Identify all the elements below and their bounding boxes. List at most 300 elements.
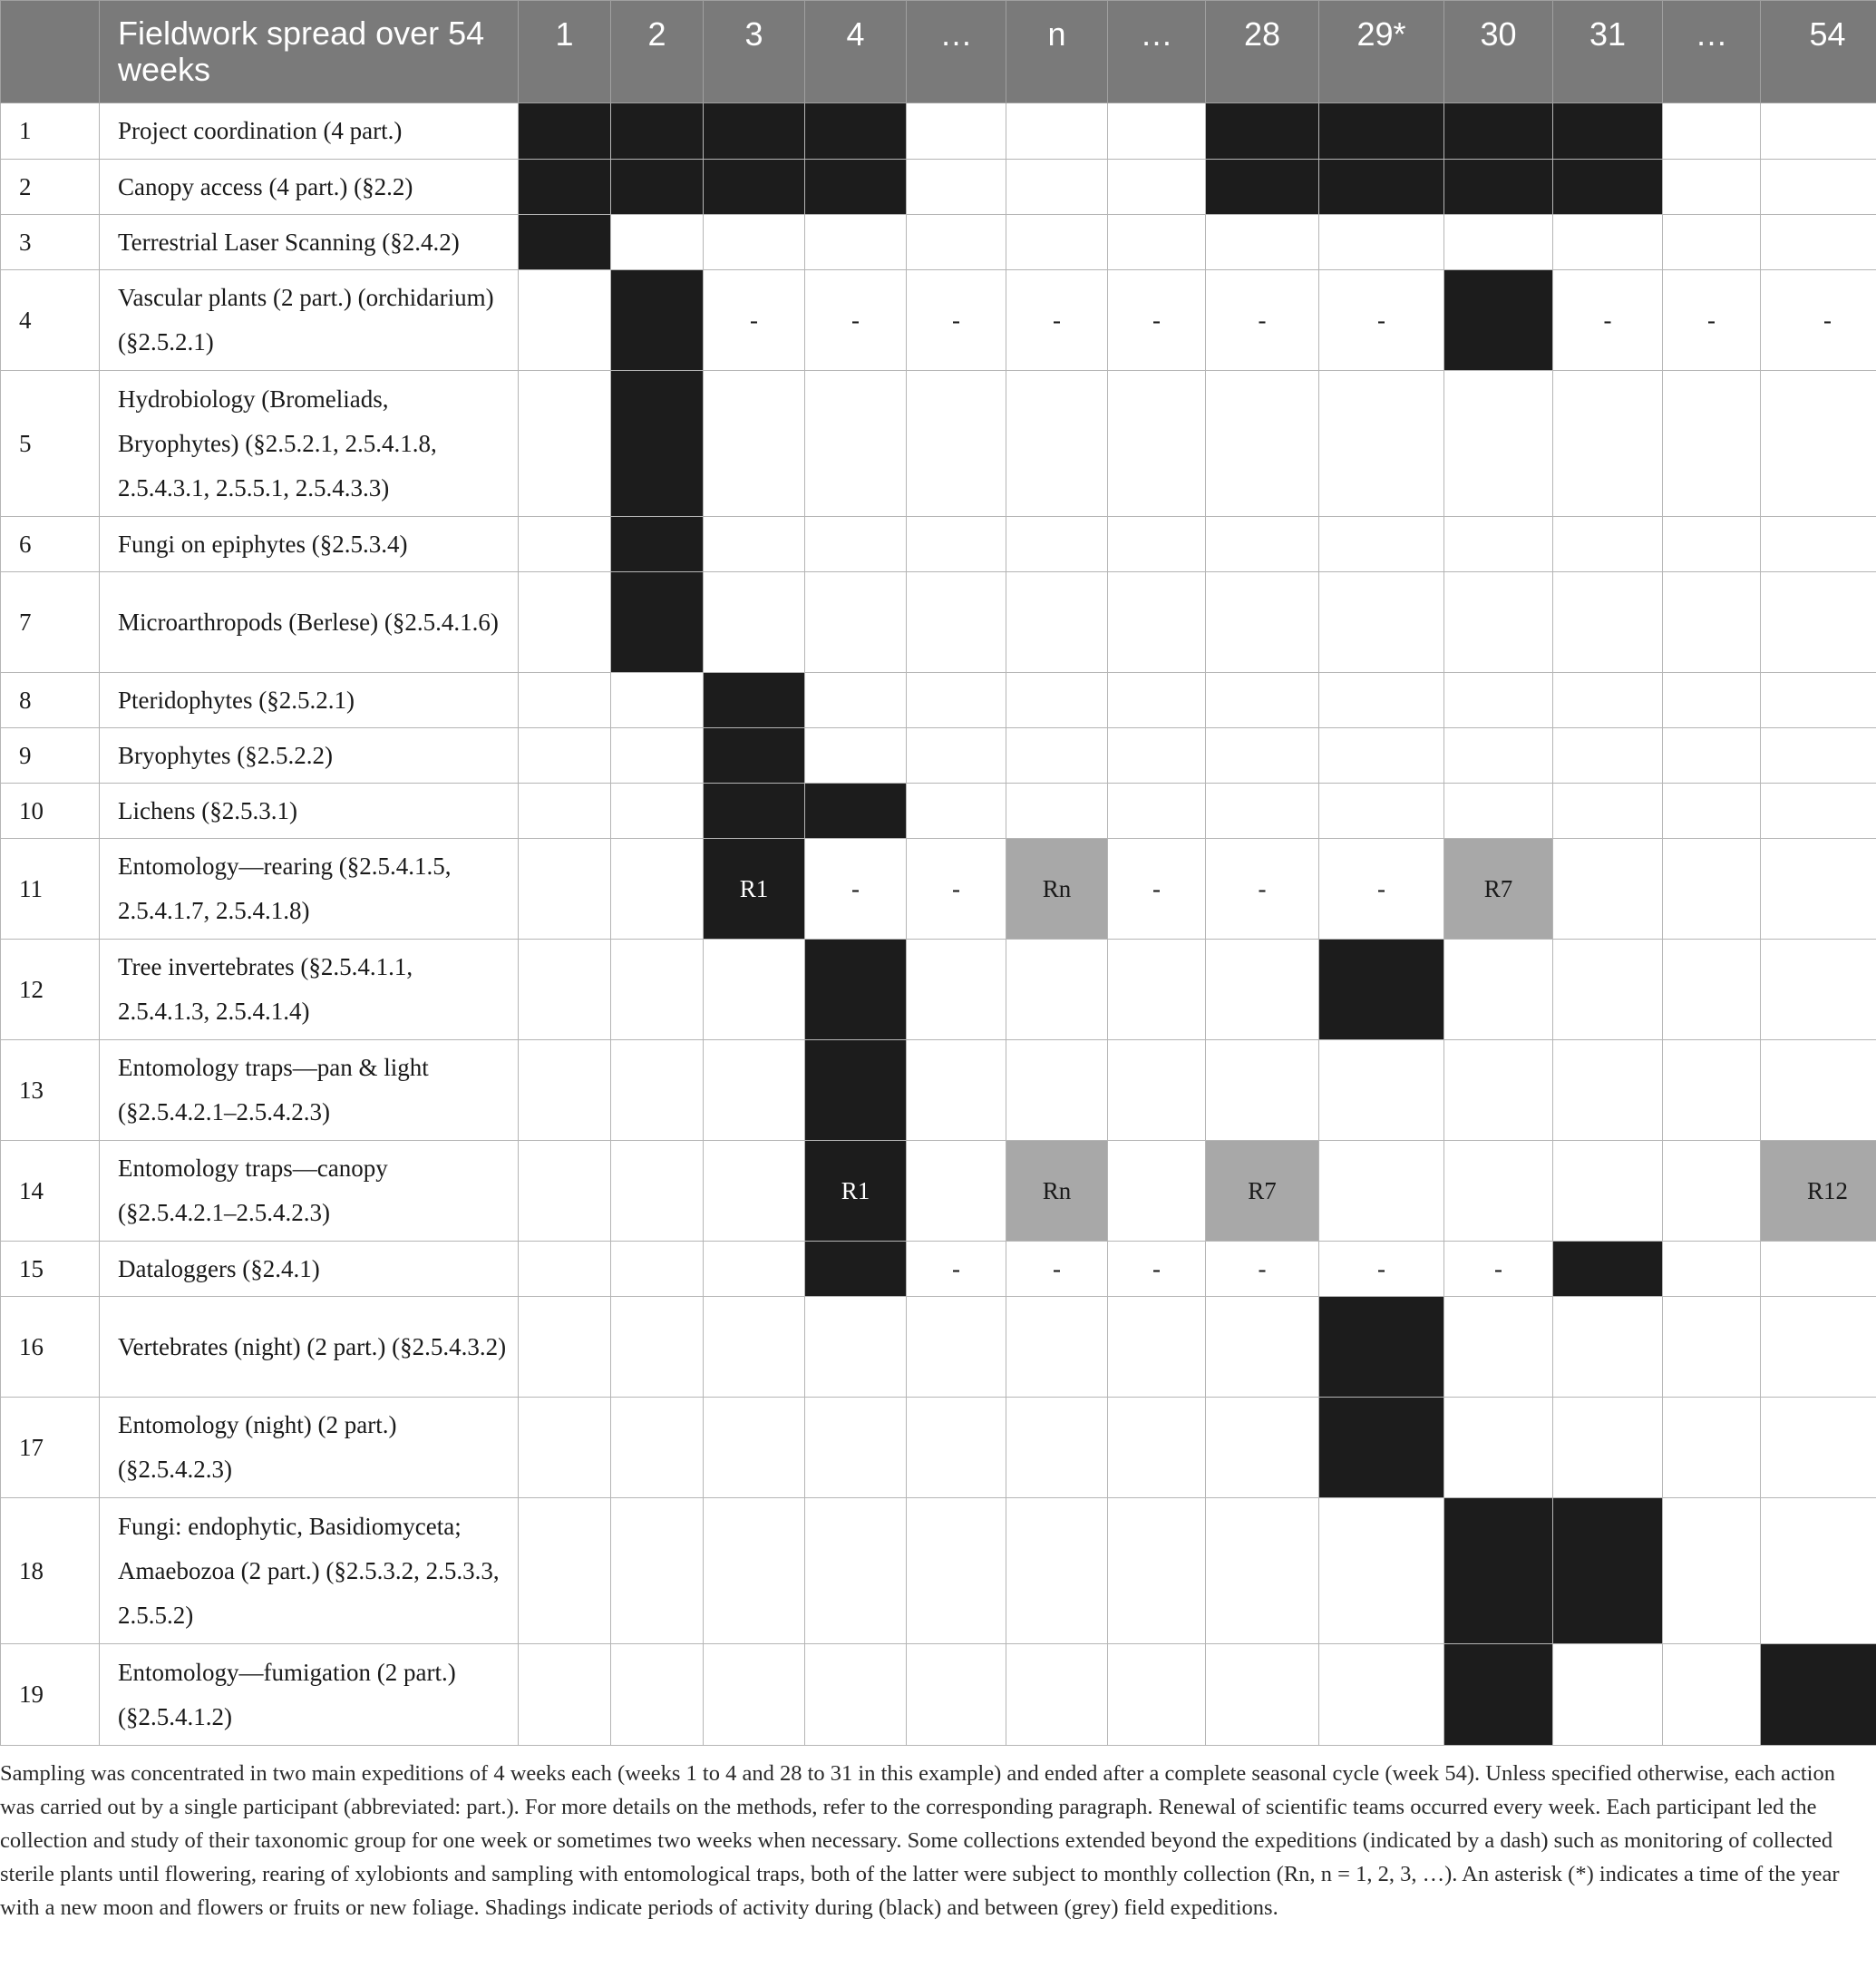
active-cell-between: R7 [1444,839,1553,940]
task-label: Dataloggers (§2.4.1) [100,1242,519,1297]
table-row [1,1398,1876,1498]
schedule-cell [611,1398,704,1498]
schedule-cell [1108,517,1206,572]
schedule-cell [611,1141,704,1242]
table-row [1,517,1876,572]
schedule-cell [1444,517,1553,572]
schedule-cell [805,517,907,572]
active-cell-expedition [611,270,704,371]
schedule-cell [1663,1040,1761,1141]
schedule-cell [611,728,704,784]
active-cell-expedition [1444,160,1553,215]
schedule-cell [1553,940,1663,1040]
schedule-cell [1006,517,1108,572]
schedule-cell [704,1644,805,1746]
schedule-cell [1108,728,1206,784]
schedule-cell [1319,728,1444,784]
schedule-cell [1108,1644,1206,1746]
schedule-cell [1663,839,1761,940]
schedule-cell [1553,673,1663,728]
row-number: 4 [1,270,100,371]
schedule-cell [519,728,611,784]
row-number: 1 [1,103,100,160]
schedule-cell [1761,160,1876,215]
schedule-cell [805,572,907,673]
schedule-cell [611,1297,704,1398]
schedule-cell [1006,1297,1108,1398]
active-cell-expedition [805,1040,907,1141]
active-cell-expedition [704,728,805,784]
active-cell-expedition [1319,103,1444,160]
schedule-cell [611,1644,704,1746]
schedule-cell [1108,160,1206,215]
task-label: Terrestrial Laser Scanning (§2.4.2) [100,215,519,270]
schedule-cell [611,1040,704,1141]
active-cell-between: R7 [1206,1141,1319,1242]
schedule-cell [1761,784,1876,839]
active-cell-expedition [805,160,907,215]
schedule-cell [1761,517,1876,572]
active-cell-expedition [1553,1498,1663,1644]
active-cell-expedition [1444,1644,1553,1746]
schedule-cell [1206,572,1319,673]
table-row [1,1242,1876,1297]
schedule-cell [1108,1398,1206,1498]
schedule-cell [1206,1040,1319,1141]
table-row [1,1040,1876,1141]
schedule-cell [1663,940,1761,1040]
schedule-cell [1553,371,1663,517]
schedule-cell [1761,673,1876,728]
schedule-cell [1319,371,1444,517]
task-label: Canopy access (4 part.) (§2.2) [100,160,519,215]
schedule-cell [1006,371,1108,517]
table-row [1,784,1876,839]
schedule-cell [1319,1040,1444,1141]
active-cell-expedition [1444,270,1553,371]
row-number-header [1,1,100,103]
active-cell-between: Rn [1006,1141,1108,1242]
schedule-cell [1108,572,1206,673]
active-cell-expedition [519,160,611,215]
schedule-cell [519,1297,611,1398]
extension-dash-cell: - [1108,839,1206,940]
schedule-cell [704,1242,805,1297]
table-row [1,1644,1876,1746]
schedule-cell [1206,517,1319,572]
schedule-cell [519,371,611,517]
schedule-cell [1006,1498,1108,1644]
active-cell-expedition [1761,1644,1876,1746]
schedule-cell [1206,728,1319,784]
schedule-cell [519,1141,611,1242]
table-row [1,1297,1876,1398]
extension-dash-cell: - [907,1242,1006,1297]
task-label: Fungi on epiphytes (§2.5.3.4) [100,517,519,572]
schedule-cell [1761,839,1876,940]
active-cell-expedition [611,103,704,160]
active-cell-expedition [805,103,907,160]
schedule-cell [805,673,907,728]
schedule-cell [805,1398,907,1498]
extension-dash-cell: - [805,839,907,940]
schedule-cell [1006,1644,1108,1746]
schedule-cell [1108,940,1206,1040]
active-cell-expedition [611,160,704,215]
schedule-cell [907,1141,1006,1242]
schedule-cell [1006,1040,1108,1141]
table-row [1,270,1876,371]
schedule-cell [1663,1242,1761,1297]
task-label: Entomology—rearing (§2.5.4.1.5, 2.5.4.1.7, 2.5.4.1.8) [100,839,519,940]
active-cell-expedition [1319,1297,1444,1398]
extension-dash-cell: - [907,270,1006,371]
active-cell-expedition [611,572,704,673]
schedule-cell [907,103,1006,160]
row-number: 19 [1,1644,100,1746]
row-number: 12 [1,940,100,1040]
week-header: n [1006,1,1108,103]
active-cell-expedition [704,784,805,839]
schedule-cell [1319,1644,1444,1746]
schedule-body [1,103,1876,1746]
extension-dash-cell: - [1319,839,1444,940]
schedule-cell [1444,1040,1553,1141]
schedule-cell [1663,1644,1761,1746]
extension-dash-cell: - [907,839,1006,940]
active-cell-between: Rn [1006,839,1108,940]
table-row [1,103,1876,160]
schedule-cell [519,784,611,839]
task-label: Vascular plants (2 part.) (orchidarium) (§2.5.2.1) [100,270,519,371]
schedule-cell [1006,673,1108,728]
week-header: 28 [1206,1,1319,103]
active-cell-expedition [1206,160,1319,215]
active-cell-expedition [1206,103,1319,160]
active-cell-expedition [1319,160,1444,215]
extension-dash-cell: - [1761,270,1876,371]
schedule-cell [805,1498,907,1644]
schedule-cell [1206,1644,1319,1746]
active-cell-expedition [805,784,907,839]
table-footnote: Sampling was concentrated in two main expeditions of 4 weeks each (weeks 1 to 4 and 28 to 31 in this example) and ended after a complete seasonal cycle (week 54). Unless specified otherwise, each action was carried out by a single participant (abbreviated: part.). For more details on the methods, refer to the corresponding paragraph. Renewal of scientific teams occurred every week. Each participant led the collection and study of their taxonomic group for one week or sometimes two weeks when necessary. Some collections extended beyond the expeditions (indicated by a dash) such as monitoring of collected sterile plants until flowering, rearing of xylobionts and sampling with entomological traps, both of the latter were subject to monthly collection (Rn, n = 1, 2, 3, …). An asterisk (*) indicates a time of the year with a new moon and flowers or fruits or new foliage. Shadings indicate periods of activity during (black) and between (grey) field expeditions. [0,1761,1840,1920]
schedule-cell [1006,1398,1108,1498]
schedule-cell [704,940,805,1040]
schedule-cell [1206,673,1319,728]
schedule-cell [1553,572,1663,673]
schedule-cell [1006,784,1108,839]
schedule-cell [1108,1498,1206,1644]
task-label: Entomology traps—canopy (§2.5.4.2.1–2.5.4.2.3) [100,1141,519,1242]
schedule-cell [1553,215,1663,270]
row-number: 7 [1,572,100,673]
schedule-cell [1108,1297,1206,1398]
task-label: Microarthropods (Berlese) (§2.5.4.1.6) [100,572,519,673]
schedule-cell [805,1297,907,1398]
schedule-cell [907,1297,1006,1398]
table-row [1,728,1876,784]
schedule-cell [1206,215,1319,270]
week-header: … [907,1,1006,103]
schedule-cell [1761,215,1876,270]
schedule-cell [1553,517,1663,572]
active-cell-expedition [1553,160,1663,215]
schedule-cell [1663,1498,1761,1644]
row-number: 9 [1,728,100,784]
week-header: 2 [611,1,704,103]
extension-dash-cell: - [1108,270,1206,371]
schedule-cell [1663,1297,1761,1398]
week-header: 29* [1319,1,1444,103]
task-label: Project coordination (4 part.) [100,103,519,160]
week-header: 4 [805,1,907,103]
schedule-cell [1006,572,1108,673]
row-number: 6 [1,517,100,572]
schedule-cell [519,1040,611,1141]
week-header: 54 [1761,1,1876,103]
active-cell-expedition [805,940,907,1040]
schedule-cell [1108,1141,1206,1242]
schedule-cell [1006,103,1108,160]
table-title-header: Fieldwork spread over 54 weeks [100,1,519,103]
schedule-cell [1006,215,1108,270]
header-row [1,1,1876,103]
schedule-cell [611,1242,704,1297]
schedule-cell [1553,1141,1663,1242]
schedule-cell [805,215,907,270]
schedule-cell [1108,1040,1206,1141]
table-row [1,940,1876,1040]
task-label: Fungi: endophytic, Basidiomyceta; Amaebozoa (2 part.) (§2.5.3.2, 2.5.3.3, 2.5.5.2) [100,1498,519,1644]
schedule-cell [907,940,1006,1040]
row-number: 8 [1,673,100,728]
schedule-cell [704,1141,805,1242]
schedule-cell [1444,215,1553,270]
row-number: 13 [1,1040,100,1141]
extension-dash-cell: - [704,270,805,371]
schedule-cell [1108,673,1206,728]
schedule-cell [907,371,1006,517]
schedule-cell [704,371,805,517]
schedule-cell [1206,1398,1319,1498]
schedule-cell [805,1644,907,1746]
schedule-cell [519,1644,611,1746]
schedule-cell [1108,103,1206,160]
extension-dash-cell: - [1206,839,1319,940]
active-cell-expedition: R1 [704,839,805,940]
row-number: 5 [1,371,100,517]
row-number: 10 [1,784,100,839]
schedule-cell [1444,728,1553,784]
schedule-cell [1319,1141,1444,1242]
task-label: Vertebrates (night) (2 part.) (§2.5.4.3.2) [100,1297,519,1398]
week-header: 30 [1444,1,1553,103]
schedule-cell [1663,728,1761,784]
week-header: 1 [519,1,611,103]
schedule-cell [1444,1297,1553,1398]
schedule-cell [611,784,704,839]
schedule-cell [1206,371,1319,517]
task-label: Pteridophytes (§2.5.2.1) [100,673,519,728]
schedule-cell [907,1498,1006,1644]
schedule-cell [1663,673,1761,728]
schedule-cell [1663,517,1761,572]
schedule-cell [519,673,611,728]
schedule-cell [805,728,907,784]
schedule-cell [1761,103,1876,160]
schedule-cell [611,673,704,728]
schedule-cell [1319,784,1444,839]
schedule-cell [519,517,611,572]
schedule-cell [1319,215,1444,270]
schedule-cell [1761,1040,1876,1141]
schedule-cell [1319,673,1444,728]
schedule-cell [1108,215,1206,270]
schedule-cell [704,1398,805,1498]
schedule-cell [907,517,1006,572]
schedule-cell [519,1398,611,1498]
row-number: 17 [1,1398,100,1498]
active-cell-expedition [519,103,611,160]
schedule-cell [1761,940,1876,1040]
schedule-cell [907,673,1006,728]
active-cell-expedition [1319,940,1444,1040]
schedule-cell [1206,1297,1319,1398]
table-row [1,160,1876,215]
schedule-cell [1663,784,1761,839]
week-header: … [1108,1,1206,103]
schedule-cell [1663,572,1761,673]
schedule-cell [704,1297,805,1398]
schedule-cell [1553,728,1663,784]
schedule-cell [1761,1398,1876,1498]
schedule-cell [1319,572,1444,673]
task-label: Hydrobiology (Bromeliads, Bryophytes) (§2.5.2.1, 2.5.4.1.8, 2.5.4.3.1, 2.5.5.1, 2.5.4.3.3) [100,371,519,517]
schedule-cell [1663,1141,1761,1242]
schedule-cell [1444,784,1553,839]
active-cell-expedition [519,215,611,270]
task-label: Entomology—fumigation (2 part.) (§2.5.4.1.2) [100,1644,519,1746]
schedule-cell [1444,673,1553,728]
table-row [1,839,1876,940]
schedule-cell [1761,1242,1876,1297]
table-row [1,1498,1876,1644]
table-row [1,215,1876,270]
schedule-cell [1663,371,1761,517]
table-row [1,371,1876,517]
schedule-cell [1761,371,1876,517]
schedule-cell [519,839,611,940]
extension-dash-cell: - [1108,1242,1206,1297]
schedule-cell [1444,1398,1553,1498]
row-number: 18 [1,1498,100,1644]
schedule-cell [1553,1398,1663,1498]
schedule-cell [1761,1297,1876,1398]
row-number: 11 [1,839,100,940]
schedule-cell [519,270,611,371]
schedule-cell [907,1644,1006,1746]
task-label: Entomology (night) (2 part.) (§2.5.4.2.3) [100,1398,519,1498]
week-header: 31 [1553,1,1663,103]
schedule-cell [1761,728,1876,784]
schedule-cell [1319,1498,1444,1644]
schedule-cell [1663,103,1761,160]
extension-dash-cell: - [1444,1242,1553,1297]
extension-dash-cell: - [1006,1242,1108,1297]
schedule-cell [907,728,1006,784]
schedule-cell [1444,1141,1553,1242]
schedule-cell [1006,160,1108,215]
extension-dash-cell: - [1553,270,1663,371]
schedule-cell [1761,572,1876,673]
schedule-cell [907,160,1006,215]
active-cell-expedition [805,1242,907,1297]
week-header: … [1663,1,1761,103]
schedule-cell [1761,1498,1876,1644]
table-row [1,572,1876,673]
active-cell-expedition [1444,103,1553,160]
schedule-cell [1108,784,1206,839]
task-label: Entomology traps—pan & light (§2.5.4.2.1–2.5.4.2.3) [100,1040,519,1141]
schedule-cell [1319,517,1444,572]
schedule-cell [519,572,611,673]
extension-dash-cell: - [805,270,907,371]
schedule-cell [704,1040,805,1141]
row-number: 16 [1,1297,100,1398]
active-cell-expedition [1444,1498,1553,1644]
active-cell-expedition [704,673,805,728]
schedule-cell [1553,1644,1663,1746]
schedule-cell [519,1498,611,1644]
active-cell-expedition [1553,103,1663,160]
active-cell-expedition [704,160,805,215]
schedule-cell [1108,371,1206,517]
table-row [1,1141,1876,1242]
schedule-cell [1206,940,1319,1040]
active-cell-expedition [611,371,704,517]
schedule-cell [611,839,704,940]
schedule-cell [704,572,805,673]
schedule-cell [519,940,611,1040]
schedule-cell [1663,1398,1761,1498]
schedule-cell [1553,1040,1663,1141]
schedule-cell [1444,572,1553,673]
schedule-cell [611,215,704,270]
extension-dash-cell: - [1663,270,1761,371]
week-header: 3 [704,1,805,103]
schedule-cell [519,1242,611,1297]
active-cell-expedition [1319,1398,1444,1498]
schedule-cell [907,1040,1006,1141]
schedule-cell [704,215,805,270]
schedule-cell [907,784,1006,839]
schedule-cell [907,572,1006,673]
extension-dash-cell: - [1319,270,1444,371]
table-row [1,673,1876,728]
task-label: Bryophytes (§2.5.2.2) [100,728,519,784]
active-cell-expedition [704,103,805,160]
active-cell-expedition [611,517,704,572]
schedule-cell [1553,1297,1663,1398]
schedule-cell [1006,728,1108,784]
active-cell-expedition [1553,1242,1663,1297]
extension-dash-cell: - [1319,1242,1444,1297]
schedule-cell [1663,215,1761,270]
row-number: 3 [1,215,100,270]
schedule-cell [907,1398,1006,1498]
schedule-cell [805,371,907,517]
schedule-cell [1663,160,1761,215]
